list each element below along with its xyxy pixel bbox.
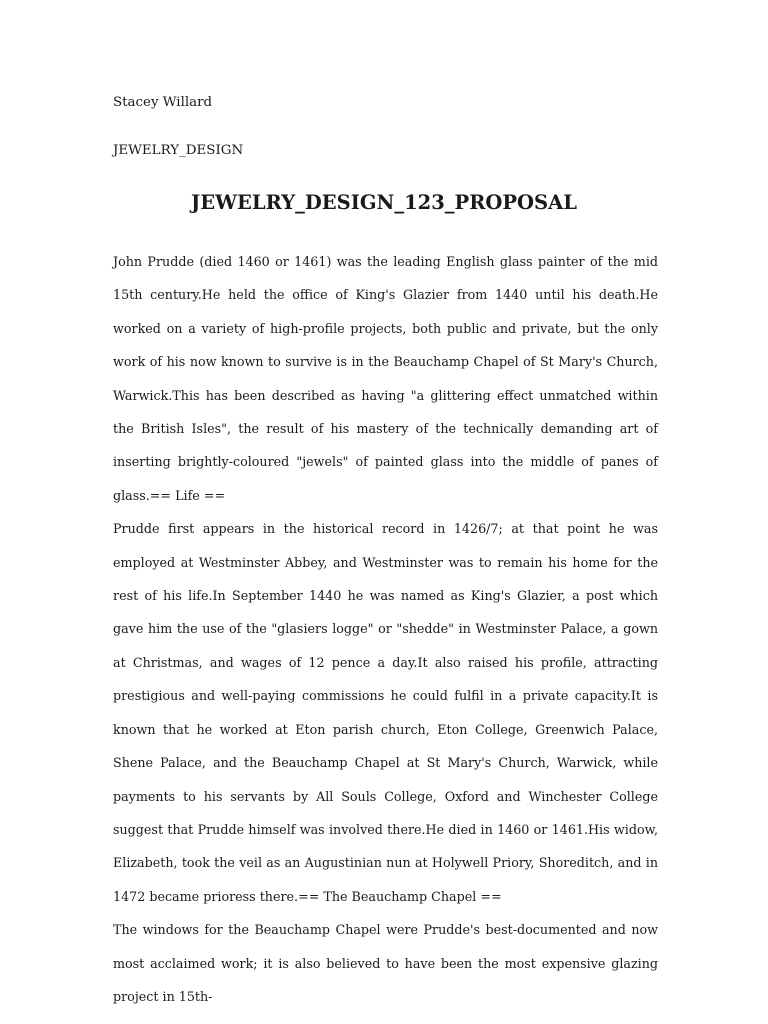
- course-name: JEWELRY_DESIGN: [113, 143, 244, 158]
- document-body: [113, 245, 658, 1013]
- paragraph: Prudde first appears in the historical record in 1426/7; at that point he was employed at Westminster Abbey, and Westminster was to remain his home for the rest of his life.In September 1440 he was named as King's Glazier, a post which gave him the use of the "glasiers logge" or "shedde" in Westminster Palace, a gown at Christmas, and wages of 12 pence a day.It also raised his profile, attracting prestigious and well-paying commissions he could fulfil in a private capacity.It is known that he worked at Eton parish church, Eton College, Greenwich Palace, Shene Palace, and the Beauchamp Chapel at St Mary's Church, Warwick, while payments to his servants by All Souls College, Oxford and Winchester College suggest that Prudde himself was involved there.He died in 1460 or 1461.His widow, Elizabeth, took the veil as an Augustinian nun at Holywell Priory, Shoreditch, and in 1472 became prioress there.== The Beauchamp Chapel ==: [113, 521, 658, 904]
- paragraph: The windows for the Beauchamp Chapel were Prudde's best-documented and now most acclaimed work; it is also believed to have been the most expensive glazing project in 15th-: [113, 922, 658, 1004]
- document-title: JEWELRY_DESIGN_123_PROPOSAL: [191, 191, 577, 214]
- author-name: Stacey Willard: [113, 95, 213, 110]
- paragraph: John Prudde (died 1460 or 1461) was the leading English glass painter of the mid 15th century.He held the office of King's Glazier from 1440 until his death.He worked on a variety of high-profile projects, both public and private, but the only work of his now known to survive is in the Beauchamp Chapel of St Mary's Church, Warwick.This has been described as having "a glittering effect unmatched within the British Isles", the result of his mastery of the technically demanding art of inserting brightly-coloured "jewels" of painted glass into the middle of panes of glass.== Life ==: [113, 254, 658, 503]
